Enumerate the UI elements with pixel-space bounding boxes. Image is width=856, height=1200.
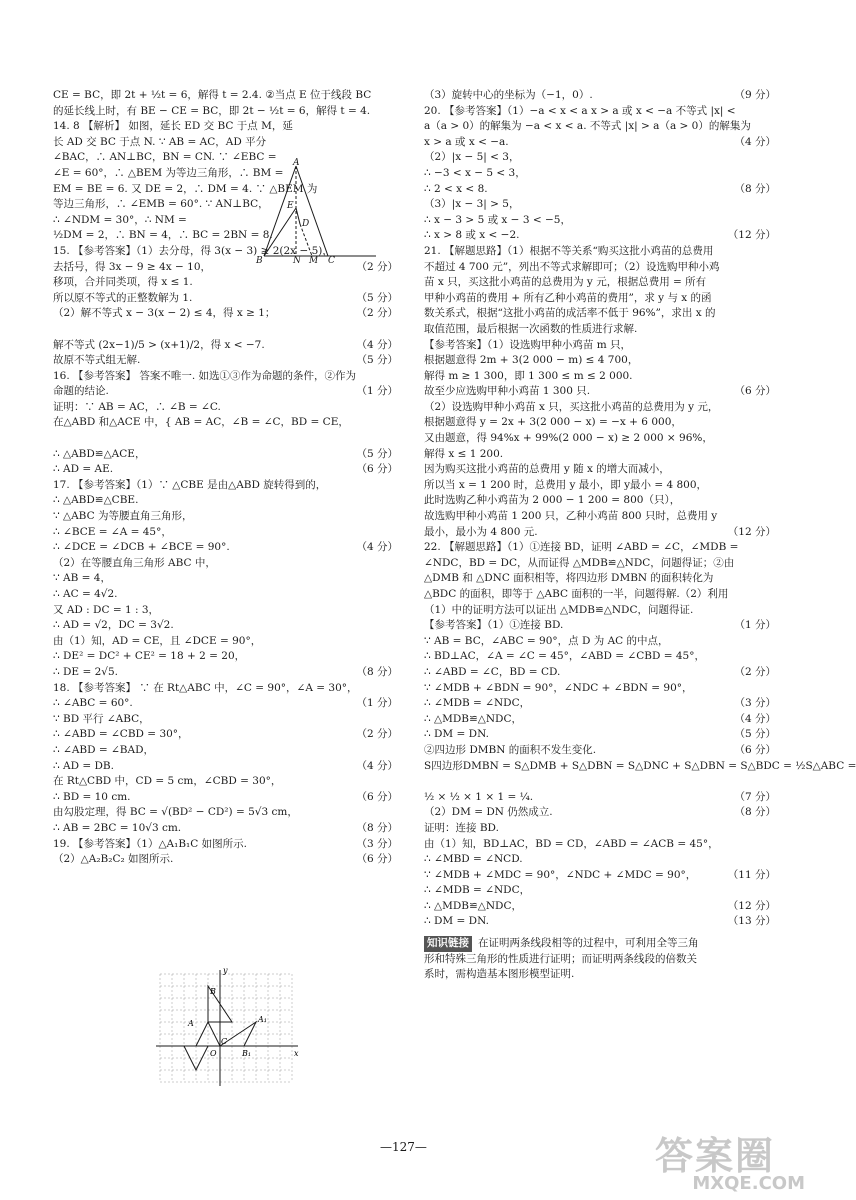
line-text: ∴ △MDB≌△NDC，: [424, 712, 522, 725]
line-text: 故选购甲种小鸡苗 1 200 只，乙种小鸡苗 800 只时，总费用 y: [424, 510, 718, 523]
score-mark: （2 分）: [356, 260, 398, 273]
line-text: ∴ ∠ABC = 60°.: [53, 697, 133, 710]
line-text: 20. 【参考答案】（1）−a < x < a x > a 或 x < −a 不等式 |x| <: [424, 104, 736, 117]
score-mark: （6 分）: [356, 463, 398, 476]
line-text: 由勾股定理，得 BC = √(BD² − CD²) = 5√3 cm，: [53, 806, 298, 819]
fig14-label-b: B: [256, 256, 263, 266]
figure-14-triangle: [256, 160, 396, 264]
score-mark: （3 分）: [356, 837, 398, 850]
text-line: [424, 353, 776, 369]
text-line: [53, 603, 398, 619]
line-text: ∴ ∠NDM = 30°，∴ NM =: [53, 213, 187, 226]
fig14-label-m: M: [309, 256, 319, 266]
text-line: [424, 182, 776, 198]
text-line: [424, 493, 776, 509]
line-text: S四边形DMBN = S△DMB + S△DBN = S△DNC + S△DBN = S△BDC = ½S△ABC =: [424, 759, 856, 772]
score-mark: （13 分）: [727, 915, 776, 928]
fig14-label-d: D: [302, 219, 310, 229]
line-text: 又由题意，得 94%x + 99%(2 000 − x) ≥ 2 000 × 96%，: [424, 432, 713, 445]
line-text: 解不等式 (2x−1)/5 > (x+1)/2，得 x < −7.: [53, 338, 265, 351]
score-mark: （4 分）: [356, 541, 398, 554]
text-line: [424, 275, 776, 291]
knowledge-link-line: 在证明两条线段相等的过程中，可利用全等三角: [478, 937, 699, 950]
line-text: ∴ AD = DB.: [53, 759, 114, 772]
score-mark: （1 分）: [356, 697, 398, 710]
line-text: 命题的结论.: [53, 385, 109, 398]
line-text: （3）|x − 3| > 5，: [424, 198, 520, 211]
text-line: [424, 681, 776, 697]
text-line: [53, 369, 398, 385]
line-text: 苗 x 只，买这批小鸡苗的总费用为 y 元，根据总费用 = 所有: [424, 276, 707, 289]
text-line: [424, 260, 776, 276]
line-text: ∴ △ABD≌△CBE.: [53, 494, 139, 507]
text-line: [424, 618, 776, 634]
text-line: [424, 665, 776, 681]
score-mark: （6 分）: [356, 853, 398, 866]
score-mark: （4 分）: [356, 759, 398, 772]
score-mark: （1 分）: [356, 385, 398, 398]
score-mark: （5 分）: [734, 728, 776, 741]
score-mark: （2 分）: [356, 307, 398, 320]
line-text: （2）△A₂B₂C₂ 如图所示.: [53, 853, 174, 866]
text-line: [53, 665, 398, 681]
line-text: ∠NDC，BD = DC，从而证得 △MDB≌△NDC，问题得证；②由: [424, 556, 735, 569]
line-text: ∴ △MDB≌△NDC，: [424, 899, 522, 912]
line-text: 在 Rt△CBD 中，CD = 5 cm，∠CBD = 30°，: [53, 775, 282, 788]
fig14-label-c: C: [328, 256, 335, 266]
line-text: ②四边形 DMBN 的面积不发生变化.: [424, 743, 597, 756]
text-line: [424, 462, 776, 478]
text-line: [424, 213, 776, 229]
score-mark: （8 分）: [356, 821, 398, 834]
text-line: [424, 649, 776, 665]
text-line: [424, 228, 776, 244]
line-text: ∴ ∠MDB = ∠NDC，: [424, 697, 531, 710]
line-text: 21. 【解题思路】（1）根据不等关系“购买这批小鸡苗的总费用: [424, 244, 714, 257]
line-text: 所以当 x = 1 200 时，总费用 y 最小，即 y最小 = 4 800，: [424, 478, 708, 491]
line-text: 移项，合并同类项，得 x ≤ 1.: [53, 276, 193, 289]
text-line: [424, 774, 776, 790]
text-line: [53, 462, 398, 478]
text-line: [53, 852, 398, 868]
text-line: [53, 525, 398, 541]
line-text: ∴ △ABD≌△ACE，: [53, 447, 146, 460]
line-text: ∵ BD 平行 ∠ABC，: [53, 712, 150, 725]
text-line: [424, 914, 776, 930]
line-text: a（a > 0）的解集为 −a < x < a. 不等式 |x| > a（a > 0）的解集为: [424, 120, 751, 133]
text-line: [53, 837, 398, 853]
text-line: [53, 104, 398, 120]
line-text: ∴ DE² = DC² + CE² = 18 + 2 = 20，: [53, 650, 246, 663]
text-line: [424, 727, 776, 743]
score-mark: （6 分）: [734, 743, 776, 756]
line-text: ∴ DM = DN.: [424, 728, 489, 741]
score-mark: （5 分）: [356, 291, 398, 304]
line-text: （2）|x − 5| < 3，: [424, 151, 520, 164]
text-line: [53, 649, 398, 665]
line-text: ∴ ∠ABD = ∠C，BD = CD.: [424, 665, 561, 678]
text-line: [424, 603, 776, 619]
text-line: [53, 743, 398, 759]
text-line: [53, 478, 398, 494]
knowledge-link-line: 形和特殊三角形的性质进行证明；而证明两条线段的倍数关: [424, 952, 697, 965]
line-text: ∴ DM = DN.: [424, 915, 489, 928]
text-line: [424, 135, 776, 151]
text-line: [53, 400, 398, 416]
text-line: [53, 805, 398, 821]
line-text: 18. 【参考答案】 ∵ 在 Rt△ABC 中，∠C = 90°，∠A = 30°，: [53, 681, 358, 694]
text-line: [53, 696, 398, 712]
line-text: CE = BC，即 2t + ½t = 6，解得 t = 2.4. ②当点 E 位于线段 BC: [53, 89, 372, 101]
score-mark: （6 分）: [734, 385, 776, 398]
line-text: 19. 【参考答案】（1）△A₁B₁C 如图所示.: [53, 837, 247, 850]
score-mark: （1 分）: [734, 619, 776, 632]
text-line: [424, 119, 776, 135]
grid-label: C: [221, 1037, 228, 1046]
line-text: ∵ AB = 4，: [53, 572, 111, 585]
line-text: 故原不等式组无解.: [53, 354, 141, 367]
text-line: [424, 883, 776, 899]
score-mark: （4 分）: [734, 712, 776, 725]
text-line: [424, 790, 776, 806]
line-text: ∠BAC，∴ AN⊥BC，BN = CN. ∵ ∠EBC =: [53, 151, 277, 164]
line-text: ∴ BD = 10 cm.: [53, 790, 131, 803]
knowledge-link-line: 系时，需构造基本图形模型证明.: [424, 968, 575, 981]
line-text: ∴ ∠MDB = ∠NDC，: [424, 884, 531, 897]
text-line: [424, 540, 776, 556]
watermark-url: MXQE.COM: [692, 1173, 805, 1194]
right-column: [424, 88, 856, 983]
text-line: [424, 899, 776, 915]
line-text: 根据题意得 2m + 3(2 000 − m) ≤ 4 700，: [424, 354, 639, 367]
line-text: ∠E = 60°，∴ △BEM 为等边三角形，∴ BM =: [53, 166, 284, 179]
text-line: [53, 821, 398, 837]
text-line: [424, 104, 776, 120]
line-text: 不超过 4 700 元”，列出不等式求解即可；（2）设选购甲种小鸡: [424, 260, 720, 273]
line-text: （3）旋转中心的坐标为（−1，0）.: [424, 89, 593, 101]
line-text: 解得 x ≤ 1 200.: [424, 447, 504, 460]
line-text: △BDC 的面积，即等于 △ABC 面积的一半，问题得解.（2）利用: [424, 588, 729, 600]
score-mark: （12 分）: [727, 229, 776, 242]
line-text: 数关系式，根据“这批小鸡苗的成活率不低于 96%”，求出 x 的: [424, 307, 716, 320]
line-text: 取值范围，最后根据一次函数的性质进行求解.: [424, 322, 638, 335]
text-line: [53, 712, 398, 728]
score-mark: （9 分）: [734, 89, 776, 101]
line-text: （2）在等腰直角三角形 ABC 中，: [53, 556, 216, 569]
line-text: ∴ 2 < x < 8.: [424, 182, 488, 195]
line-text: 所以原不等式的正整数解为 1.: [53, 291, 193, 304]
text-line: [53, 384, 398, 400]
text-line: [424, 431, 776, 447]
line-text: ∴ AD = AE.: [53, 463, 114, 476]
line-text: 最小，最小为 4 800 元.: [424, 525, 538, 538]
line-text: ∴ ∠DCE = ∠DCB + ∠BCE = 90°.: [53, 541, 230, 554]
score-mark: （8 分）: [734, 806, 776, 819]
line-text: 解得 m ≥ 1 300，即 1 300 ≤ m ≤ 2 000.: [424, 369, 633, 382]
score-mark: （5 分）: [356, 447, 398, 460]
grid-label: B: [210, 987, 216, 996]
line-text: 此时选购乙种小鸡苗为 2 000 − 1 200 = 800（只），: [424, 494, 681, 507]
line-text: （1）中的证明方法可以证出 △MDB≌△NDC，问题得证.: [424, 603, 694, 616]
text-line: [424, 821, 776, 837]
grid-label: B₁: [242, 1049, 252, 1058]
score-mark: （8 分）: [734, 182, 776, 195]
text-line: [424, 634, 776, 650]
text-line: [53, 774, 398, 790]
text-line: [53, 291, 398, 307]
score-mark: （3 分）: [734, 697, 776, 710]
line-text: （2）设选购甲种小鸡苗 x 只，买这批小鸡苗的总费用为 y 元，: [424, 400, 719, 413]
line-text: （2）解不等式 x − 3(x − 2) ≤ 4，得 x ≥ 1；: [53, 307, 276, 320]
grid-label: O: [210, 1049, 217, 1058]
text-line: [424, 415, 776, 431]
line-text: ∴ ∠MBD = ∠NCD.: [424, 853, 523, 866]
line-text: 证明：∵ AB = AC，∴ ∠B = ∠C.: [53, 400, 221, 413]
text-line: [424, 852, 776, 868]
line-text: 16. 【参考答案】 答案不唯一. 如选①③作为命题的条件，②作为: [53, 369, 357, 382]
line-text: ∵ ∠MDB + ∠BDN = 90°，∠NDC + ∠BDN = 90°，: [424, 681, 693, 694]
text-line: [424, 571, 776, 587]
text-line: [53, 119, 398, 135]
text-line: [53, 431, 398, 447]
text-line: [424, 696, 776, 712]
text-line: [53, 540, 398, 556]
text-line: [53, 571, 398, 587]
line-text: 等边三角形，∴ ∠EMB = 60°. ∵ AN⊥BC，: [53, 198, 269, 211]
line-text: 由（1）知，AD = CE，且 ∠DCE = 90°，: [53, 634, 262, 647]
line-text: ∵ △ABC 为等腰直角三角形，: [53, 510, 193, 523]
line-text: 去括号，得 3x − 9 ≥ 4x − 10，: [53, 260, 212, 273]
line-text: ∴ BD⊥AC，∠A = ∠C = 45°，∠ABD = ∠CBD = 45°，: [424, 650, 705, 663]
line-text: 17. 【参考答案】（1）∵ △CBE 是由△ABD 旋转得到的，: [53, 478, 327, 491]
text-line: [53, 509, 398, 525]
site-watermark: [655, 1136, 805, 1194]
text-line: [53, 587, 398, 603]
text-line: [53, 759, 398, 775]
grid-label: x: [294, 1049, 299, 1058]
text-line: [424, 837, 776, 853]
line-text: 因为购买这批小鸡苗的总费用 y 随 x 的增大而减小，: [424, 463, 670, 476]
line-text: 【参考答案】（1）设选购甲种小鸡苗 m 只，: [424, 338, 632, 351]
score-mark: （7 分）: [734, 790, 776, 803]
text-line: [424, 447, 776, 463]
text-line: [424, 150, 776, 166]
line-text: x > a 或 x < −a.: [424, 135, 509, 148]
score-mark: （2 分）: [734, 665, 776, 678]
text-line: [424, 478, 776, 494]
line-text: △DMB 和 △DNC 面积相等，将四边形 DMBN 的面积转化为: [424, 572, 714, 585]
text-line: [424, 868, 776, 884]
text-line: [424, 322, 776, 338]
text-line: [424, 587, 776, 603]
line-text: ∴ ∠BCE = ∠A = 45°，: [53, 525, 172, 538]
text-line: [424, 712, 776, 728]
line-text: ∴ AB = 2BC = 10√3 cm.: [53, 821, 182, 834]
fig14-label-e: E: [287, 201, 294, 211]
score-mark: （5 分）: [356, 354, 398, 367]
text-line: [424, 306, 776, 322]
text-line: [53, 135, 398, 151]
text-line: [53, 447, 398, 463]
score-mark: （4 分）: [356, 338, 398, 351]
line-text: ∴ x > 8 或 x < −2.: [424, 229, 520, 242]
text-line: [424, 759, 856, 775]
line-text: ∵ ∠MDB + ∠MDC = 90°，∠NDC + ∠MDC = 90°，: [424, 868, 697, 881]
line-text: ∵ AB = BC，∠ABC = 90°，点 D 为 AC 的中点，: [424, 634, 669, 647]
line-text: 甲种小鸡苗的费用 + 所有乙种小鸡苗的费用”，求 y 与 x 的函: [424, 291, 712, 304]
line-text: 【参考答案】（1）①连接 BD.: [424, 619, 564, 632]
text-line: [53, 556, 398, 572]
grid-label: A: [188, 1019, 194, 1028]
page-number: —127—: [380, 1140, 427, 1154]
text-line: [424, 400, 776, 416]
text-line: [53, 415, 398, 431]
score-mark: （11 分）: [727, 868, 776, 881]
score-mark: （2 分）: [356, 728, 398, 741]
line-text: ½ × ½ × 1 × 1 = ¼.: [424, 790, 534, 803]
score-mark: （12 分）: [727, 899, 776, 912]
line-text: 根据题意得 y = 2x + 3(2 000 − x) = −x + 6 000，: [424, 416, 682, 429]
text-line: [424, 291, 776, 307]
text-line: [424, 88, 776, 104]
text-line: [424, 743, 776, 759]
line-text: 故至少应选购甲种小鸡苗 1 300 只.: [424, 385, 591, 398]
grid-label: A₁: [258, 1015, 267, 1024]
line-text: （2）DM = DN 仍然成立.: [424, 806, 553, 819]
text-line: [53, 727, 398, 743]
text-line: [424, 166, 776, 182]
text-line: [424, 556, 776, 572]
line-text: 证明：连接 BD.: [424, 821, 499, 834]
line-text: ∴ AC = 4√2.: [53, 588, 118, 600]
line-text: ∴ ∠ABD = ∠CBD = 30°，: [53, 728, 189, 741]
line-text: ∴ x − 3 > 5 或 x − 3 < −5，: [424, 213, 571, 226]
text-line: [53, 634, 398, 650]
line-text: ½DM = 2，∴ BN = 4，∴ BC = 2BN = 8.: [53, 229, 273, 242]
fig14-label-n: N: [293, 256, 301, 266]
fig14-label-a: A: [293, 158, 300, 168]
score-mark: （12 分）: [727, 525, 776, 538]
line-text: 15. 【参考答案】（1）去分母，得 3(x − 3) ≥ 2(2x − 5)，: [53, 244, 333, 257]
text-line: [53, 353, 398, 369]
score-mark: （8 分）: [356, 665, 398, 678]
knowledge-link: [424, 936, 776, 983]
line-text: 在△ABD 和△ACE 中，{ AB = AC，∠B = ∠C，BD = CE，: [53, 416, 349, 429]
text-line: [424, 197, 776, 213]
text-line: [53, 275, 398, 291]
watermark-cn: 答案圈: [655, 1134, 776, 1178]
line-text: 长 AD 交 BC 于点 N. ∵ AB = AC，AD 平分: [53, 135, 267, 148]
text-line: [424, 369, 776, 385]
text-line: [424, 244, 776, 260]
line-text: ∴ AD = √2，DC = 3√2.: [53, 619, 174, 632]
text-line: [424, 525, 776, 541]
line-text: ∴ DE = 2√5.: [53, 665, 118, 678]
knowledge-link-label: 知识链接: [424, 936, 472, 952]
text-line: [53, 88, 398, 104]
line-text: 14. 8 【解析】 如图，延长 ED 交 BC 于点 M，延: [53, 120, 293, 133]
text-line: [53, 322, 398, 338]
text-line: [424, 338, 776, 354]
line-text: 又 AD : DC = 1 : 3，: [53, 603, 160, 616]
text-line: [53, 493, 398, 509]
text-line: [424, 509, 776, 525]
line-text: 的延长线上时，有 BE − CE = BC，即 2t − ½t = 6，解得 t = 4.: [53, 104, 371, 117]
text-line: [424, 384, 776, 400]
line-text: 由（1）知，BD⊥AC，BD = CD，∠ABD = ∠ACB = 45°，: [424, 837, 719, 850]
text-line: [53, 338, 398, 354]
line-text: ∴ −3 < x − 5 < 3，: [424, 166, 526, 179]
text-line: [53, 618, 398, 634]
text-line: [53, 681, 398, 697]
text-line: [53, 306, 398, 322]
text-line: [424, 805, 776, 821]
line-text: 22. 【解题思路】（1）①连接 BD，证明 ∠ABD = ∠C，∠MDB =: [424, 541, 739, 554]
score-mark: （6 分）: [356, 790, 398, 803]
grid-label: y: [223, 966, 228, 975]
figure-19-grid: [150, 966, 300, 1096]
line-text: EM = BE = 6. 又 DE = 2，∴ DM = 4. ∵ △BEM 为: [53, 182, 318, 195]
score-mark: （4 分）: [734, 135, 776, 148]
line-text: ∴ ∠ABD = ∠BAD，: [53, 743, 155, 756]
text-line: [53, 790, 398, 806]
